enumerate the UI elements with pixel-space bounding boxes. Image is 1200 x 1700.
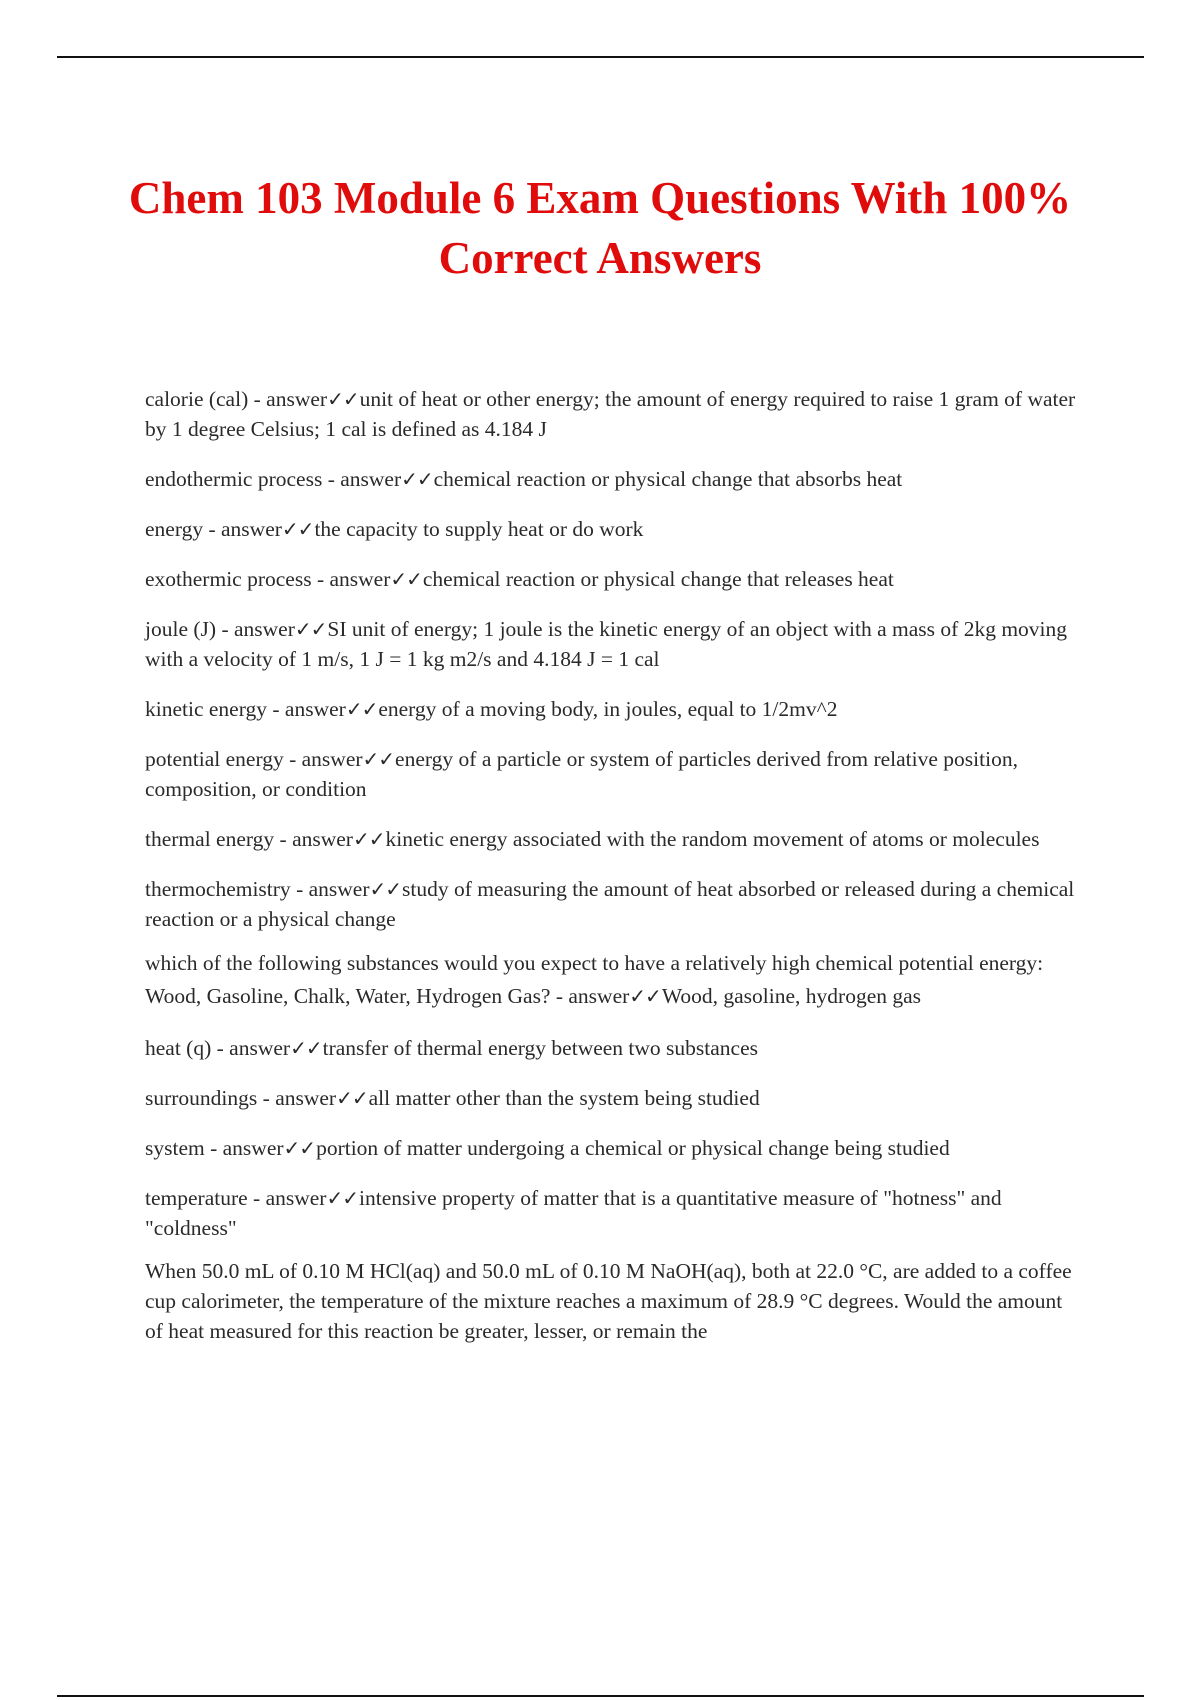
- qa-term: surroundings: [145, 1086, 258, 1110]
- answer-separator: - answer: [216, 617, 295, 641]
- qa-entry: [145, 1083, 1085, 1113]
- answer-separator: - answer: [290, 877, 370, 901]
- qa-term: potential energy: [145, 747, 284, 771]
- check-mark-icon: ✓✓: [629, 984, 661, 1008]
- check-mark-icon: ✓✓: [390, 567, 422, 591]
- top-rule: [57, 56, 1144, 58]
- qa-answer: energy of a particle or system of particles derived from relative position, composition, or condition: [145, 747, 1018, 801]
- qa-entry: [145, 614, 1085, 674]
- qa-entry: [145, 564, 1085, 594]
- qa-answer: SI unit of energy; 1 joule is the kinetic energy of an object with a mass of 2kg moving with a velocity of 1 m/s, 1 J = 1 kg m2/s and 4.184 J = 1 cal: [145, 617, 1068, 671]
- qa-term: joule (J): [145, 617, 217, 641]
- qa-entry: [145, 464, 1085, 494]
- check-mark-icon: ✓✓: [290, 1036, 322, 1060]
- qa-answer: the capacity to supply heat or do work: [314, 517, 644, 541]
- qa-term: thermal energy: [145, 827, 275, 851]
- answer-separator: - answer: [203, 517, 282, 541]
- qa-entry: [145, 694, 1085, 724]
- bottom-rule: [57, 1695, 1144, 1697]
- check-mark-icon: ✓✓: [281, 517, 314, 541]
- qa-list: [145, 384, 1085, 1346]
- answer-separator: - answer: [311, 567, 391, 591]
- qa-answer: unit of heat or other energy; the amount of energy required to raise 1 gram of water by 1 degree Celsius; 1 cal is defined as 4.184 J: [145, 387, 1076, 441]
- answer-separator: - answer: [211, 1036, 291, 1060]
- check-mark-icon: ✓✓: [369, 877, 402, 901]
- qa-entry: [145, 874, 1085, 934]
- qa-answer: chemical reaction or physical change that absorbs heat: [433, 467, 903, 491]
- qa-term: calorie (cal): [145, 387, 249, 411]
- answer-separator: - answer: [322, 467, 402, 491]
- answer-separator: - answer: [267, 697, 346, 721]
- qa-answer: intensive property of matter that is a quantitative measure of "hotness" and "coldness": [145, 1186, 1002, 1240]
- final-question: When 50.0 mL of 0.10 M HCl(aq) and 50.0 mL of 0.10 M NaOH(aq), both at 22.0 °C, are added to a coffee cup calorimeter, the temperature of the mixture reaches a maximum of 28.9 °C degrees. Would the amount of heat measured for this reaction be greater, lesser, or remain the: [145, 1259, 1072, 1343]
- qa-answer: transfer of thermal energy between two substances: [322, 1036, 759, 1060]
- qa-entry: [145, 744, 1085, 804]
- qa-term: system: [145, 1136, 205, 1160]
- qa-answer: chemical reaction or physical change that releases heat: [422, 567, 894, 591]
- check-mark-icon: ✓✓: [327, 387, 359, 411]
- qa-entry: [145, 514, 1085, 544]
- check-mark-icon: ✓✓: [352, 827, 385, 851]
- qa-entry: [145, 947, 1085, 1013]
- check-mark-icon: ✓✓: [283, 1136, 316, 1160]
- qa-answer: portion of matter undergoing a chemical or physical change being studied: [316, 1136, 950, 1160]
- qa-term: exothermic process: [145, 567, 312, 591]
- answer-separator: - answer: [247, 1186, 327, 1210]
- qa-answer: energy of a moving body, in joules, equal to 1/2mv^2: [378, 697, 838, 721]
- qa-answer: Wood, gasoline, hydrogen gas: [661, 984, 922, 1008]
- qa-term: heat (q): [145, 1036, 212, 1060]
- answer-separator: - answer: [248, 387, 328, 411]
- qa-term: energy: [145, 517, 204, 541]
- answer-separator: - answer: [274, 827, 353, 851]
- answer-separator: - answer: [283, 747, 363, 771]
- qa-term: thermochemistry: [145, 877, 291, 901]
- document-title: Chem 103 Module 6 Exam Questions With 100% Correct Answers: [128, 173, 1072, 283]
- check-mark-icon: ✓✓: [294, 617, 327, 641]
- qa-term: endothermic process: [145, 467, 323, 491]
- qa-entry: [145, 824, 1085, 854]
- qa-term: temperature: [145, 1186, 248, 1210]
- check-mark-icon: ✓✓: [326, 1186, 358, 1210]
- qa-entry: [145, 384, 1085, 444]
- qa-answer: kinetic energy associated with the random movement of atoms or molecules: [385, 827, 1040, 851]
- qa-answer: all matter other than the system being studied: [368, 1086, 760, 1110]
- qa-term: kinetic energy: [145, 697, 267, 721]
- check-mark-icon: ✓✓: [345, 697, 378, 721]
- qa-answer: study of measuring the amount of heat absorbed or released during a chemical reaction or a physical change: [145, 877, 1075, 931]
- qa-entry: [145, 1033, 1085, 1063]
- qa-term: which of the following substances would you expect to have a relatively high chemical potential energy: Wood, Gasoline, Chalk, Water, Hydrogen Gas?: [145, 951, 1044, 1008]
- qa-entry: [145, 1183, 1085, 1243]
- answer-separator: - answer: [550, 984, 630, 1008]
- answer-separator: - answer: [257, 1086, 337, 1110]
- qa-entry: [145, 1133, 1085, 1163]
- check-mark-icon: ✓✓: [401, 467, 433, 491]
- check-mark-icon: ✓✓: [336, 1086, 368, 1110]
- answer-separator: - answer: [204, 1136, 284, 1160]
- check-mark-icon: ✓✓: [362, 747, 395, 771]
